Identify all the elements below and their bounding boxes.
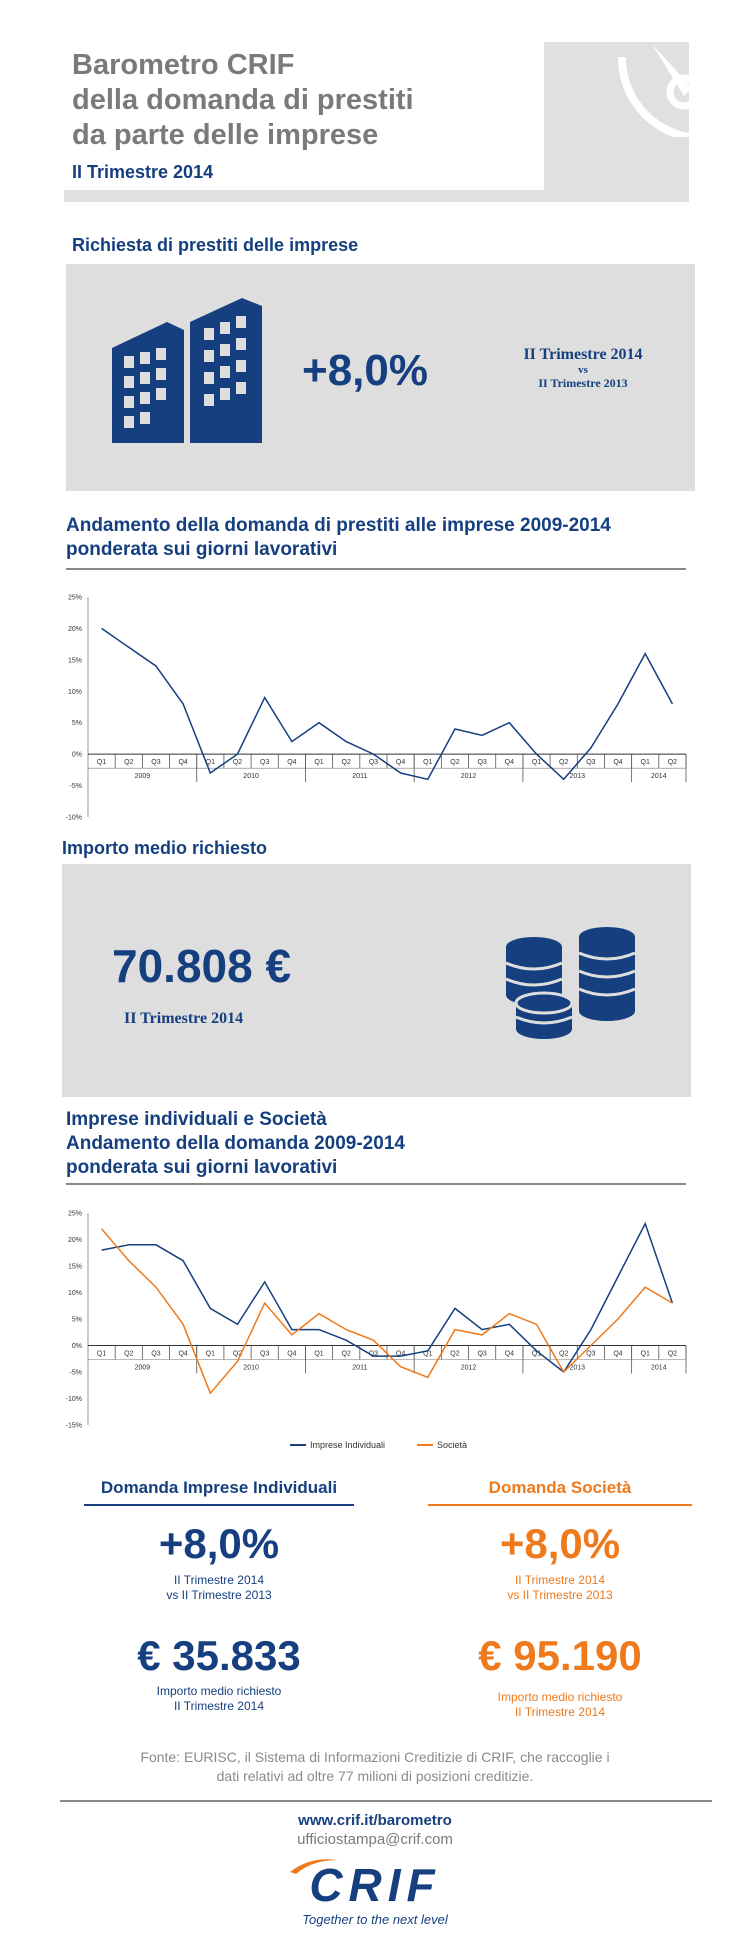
left-heading-underline bbox=[84, 1504, 354, 1506]
right-heading: Domanda Società bbox=[488, 1478, 632, 1497]
chart1-quarter-label: Q1 bbox=[640, 759, 650, 767]
section1-heading: Richiesta di prestiti delle imprese bbox=[72, 235, 359, 255]
chart1-year-label: 2012 bbox=[460, 773, 477, 781]
legend-line-orange bbox=[417, 1444, 433, 1446]
section2-period: II Trimestre 2014 bbox=[124, 1010, 244, 1027]
chart1-ytick-label: 25% bbox=[67, 594, 82, 602]
chart2-quarter-label: Q1 bbox=[314, 1350, 324, 1358]
chart2-ytick-label: 25% bbox=[67, 1210, 82, 1218]
chart2-ytick-label: 5% bbox=[71, 1316, 82, 1324]
chart2-ytick-label: 20% bbox=[67, 1237, 82, 1244]
section2-value: 70.808 € bbox=[112, 940, 292, 992]
chart2-quarter-label: Q4 bbox=[178, 1350, 188, 1358]
chart1-quarter-label: Q1 bbox=[314, 759, 324, 767]
chart2-year-label: 2014 bbox=[651, 1364, 667, 1372]
left-period1: II Trimestre 2014 bbox=[173, 1573, 265, 1587]
left-amount: € 35.833 bbox=[137, 1632, 301, 1679]
page-title-line1: Barometro CRIF bbox=[72, 49, 295, 81]
right-amount-label2: II Trimestre 2014 bbox=[514, 1705, 606, 1719]
page-subtitle: II Trimestre 2014 bbox=[72, 162, 214, 182]
footer-url[interactable]: www.crif.it/barometro bbox=[298, 1812, 452, 1829]
chart1-ytick-label: 10% bbox=[67, 688, 82, 696]
chart1-quarter-label: Q2 bbox=[450, 759, 460, 767]
chart2-ytick-label: -10% bbox=[65, 1396, 82, 1403]
section1-period-compare: II Trimestre 2013 bbox=[538, 376, 628, 390]
chart1-title bbox=[66, 514, 611, 562]
source-line2: dati relativi ad oltre 77 milioni di posizioni creditizie. bbox=[216, 1768, 534, 1784]
chart1-quarter-label: Q4 bbox=[287, 759, 297, 767]
chart1-quarter-label: Q2 bbox=[232, 759, 243, 767]
chart2-quarter-label: Q1 bbox=[531, 1350, 542, 1358]
chart2-quarter-label: Q1 bbox=[96, 1350, 107, 1358]
chart1-quarter-label: Q3 bbox=[151, 759, 161, 767]
chart2-quarter-label: Q4 bbox=[613, 1350, 623, 1358]
section1-period-block bbox=[488, 346, 678, 391]
chart1-title-line1: Andamento della domanda di prestiti alle imprese 2009-2014 bbox=[66, 515, 611, 536]
right-period1: II Trimestre 2014 bbox=[514, 1573, 606, 1587]
chart1-ytick-label: -10% bbox=[65, 814, 82, 822]
chart2-quarter-label: Q4 bbox=[287, 1350, 297, 1358]
chart1-divider bbox=[66, 568, 686, 570]
coins-icon bbox=[505, 925, 635, 1040]
left-period2: vs II Trimestre 2013 bbox=[166, 1588, 272, 1602]
footer-email[interactable]: ufficiostampa@crif.com bbox=[297, 1831, 453, 1848]
chart2-quarter-label: Q3 bbox=[368, 1350, 379, 1358]
page-title-line2: della domanda di prestiti bbox=[72, 84, 414, 116]
chart1-quarter-label: Q2 bbox=[559, 759, 569, 767]
chart1-quarter-label: Q1 bbox=[205, 759, 215, 767]
chart1-quarter-label: Q1 bbox=[531, 759, 542, 767]
section1-period-main: II Trimestre 2014 bbox=[523, 346, 643, 363]
chart2-quarter-label: Q1 bbox=[205, 1350, 215, 1358]
chart2-quarter-label: Q3 bbox=[260, 1350, 270, 1358]
chart2-title-line3: ponderata sui giorni lavorativi bbox=[66, 1157, 338, 1178]
chart1-year-label: 2014 bbox=[651, 773, 667, 781]
chart1-quarter-label: Q4 bbox=[504, 759, 514, 767]
chart1-quarter-label: Q3 bbox=[368, 759, 379, 767]
source-line1: Fonte: EURISC, il Sistema di Informazioni Creditizie di CRIF, che raccoglie i bbox=[140, 1749, 610, 1765]
chart1-quarter-label: Q3 bbox=[477, 759, 487, 767]
left-heading: Domanda Imprese Individuali bbox=[100, 1478, 338, 1497]
chart1-ytick-label: 15% bbox=[67, 657, 82, 665]
chart2-year-label: 2009 bbox=[134, 1364, 151, 1372]
chart1-ytick-label: 20% bbox=[67, 625, 82, 633]
chart1-year-label: 2013 bbox=[569, 773, 586, 781]
chart1-ytick-label: 5% bbox=[71, 720, 82, 728]
chart2-quarter-label: Q3 bbox=[151, 1350, 161, 1358]
chart2-year-label: 2012 bbox=[460, 1364, 477, 1372]
chart1-quarter-label: Q1 bbox=[96, 759, 107, 767]
chart1-svg bbox=[0, 585, 750, 825]
legend-label-imprese: Imprese Individuali bbox=[310, 1440, 386, 1450]
chart1-quarter-label: Q1 bbox=[423, 759, 433, 767]
legend-label-societa: Società bbox=[437, 1440, 468, 1450]
left-amount-label2: II Trimestre 2014 bbox=[173, 1699, 265, 1713]
chart1-quarter-label: Q3 bbox=[586, 759, 596, 767]
chart2-year-label: 2010 bbox=[243, 1364, 259, 1372]
crif-tagline: Together to the next level bbox=[302, 1912, 448, 1927]
chart1-year-label: 2009 bbox=[134, 773, 151, 781]
chart2-quarter-label: Q4 bbox=[395, 1350, 406, 1358]
chart2-svg bbox=[0, 1200, 750, 1450]
chart2-quarter-label: Q2 bbox=[450, 1350, 460, 1358]
gauge-icon bbox=[600, 42, 689, 137]
chart1-quarter-label: Q2 bbox=[341, 759, 351, 767]
chart2-quarter-label: Q3 bbox=[477, 1350, 487, 1358]
chart2-divider bbox=[66, 1183, 686, 1185]
right-amount-label1: Importo medio richiesto bbox=[497, 1690, 623, 1704]
right-period2: vs II Trimestre 2013 bbox=[507, 1588, 613, 1602]
chart2-quarter-label: Q2 bbox=[559, 1350, 569, 1358]
chart1-title-line2: ponderata sui giorni lavorativi bbox=[66, 539, 338, 560]
chart2-title bbox=[66, 1108, 405, 1180]
chart2-quarter-label: Q1 bbox=[640, 1350, 650, 1358]
chart1-quarter-label: Q4 bbox=[395, 759, 406, 767]
crif-logo: CRIF bbox=[309, 1859, 441, 1911]
chart2-quarter-label: Q4 bbox=[504, 1350, 514, 1358]
right-heading-underline bbox=[428, 1504, 692, 1506]
chart1-ytick-label: -5% bbox=[69, 783, 82, 791]
chart2-ytick-label: -5% bbox=[69, 1369, 82, 1377]
chart2-legend bbox=[290, 1440, 467, 1450]
left-amount-label1: Importo medio richiesto bbox=[156, 1684, 282, 1698]
legend-line-navy bbox=[290, 1444, 306, 1446]
chart2-quarter-label: Q2 bbox=[667, 1350, 678, 1358]
chart1-quarter-label: Q2 bbox=[667, 759, 678, 767]
chart2-quarter-label: Q2 bbox=[341, 1350, 351, 1358]
section1-value: +8,0% bbox=[302, 346, 428, 395]
footer-divider bbox=[60, 1800, 712, 1802]
chart2-quarter-label: Q2 bbox=[232, 1350, 243, 1358]
chart1-quarter-label: Q2 bbox=[124, 759, 134, 767]
right-amount: € 95.190 bbox=[478, 1632, 642, 1679]
chart1-year-label: 2011 bbox=[352, 773, 368, 781]
left-value: +8,0% bbox=[158, 1520, 280, 1567]
chart2-quarter-label: Q3 bbox=[586, 1350, 596, 1358]
chart2-year-label: 2013 bbox=[569, 1364, 586, 1372]
page-title-line3: da parte delle imprese bbox=[72, 119, 379, 151]
chart2-series-line-2 bbox=[102, 1229, 673, 1393]
chart1-year-label: 2010 bbox=[243, 773, 259, 781]
chart2-title-line2: Andamento della domanda 2009-2014 bbox=[66, 1133, 405, 1154]
chart2-ytick-label: -15% bbox=[65, 1422, 82, 1430]
chart1-quarter-label: Q4 bbox=[613, 759, 623, 767]
source-note bbox=[60, 1748, 690, 1786]
buildings-icon bbox=[112, 298, 264, 443]
chart2-quarter-label: Q2 bbox=[124, 1350, 134, 1358]
chart1-quarter-label: Q3 bbox=[260, 759, 270, 767]
right-value: +8,0% bbox=[499, 1520, 621, 1567]
chart1-ytick-label: 0% bbox=[71, 751, 82, 759]
chart2-ytick-label: 15% bbox=[67, 1263, 82, 1271]
section2-heading: Importo medio richiesto bbox=[62, 838, 268, 858]
section1-vs: vs bbox=[578, 364, 588, 376]
chart2-ytick-label: 0% bbox=[71, 1343, 82, 1350]
chart2-year-label: 2011 bbox=[352, 1364, 368, 1372]
chart2-quarter-label: Q1 bbox=[423, 1350, 433, 1358]
chart2-title-line1: Imprese individuali e Società bbox=[66, 1109, 327, 1130]
chart1-quarter-label: Q4 bbox=[178, 759, 188, 767]
chart2-ytick-label: 10% bbox=[67, 1290, 82, 1297]
